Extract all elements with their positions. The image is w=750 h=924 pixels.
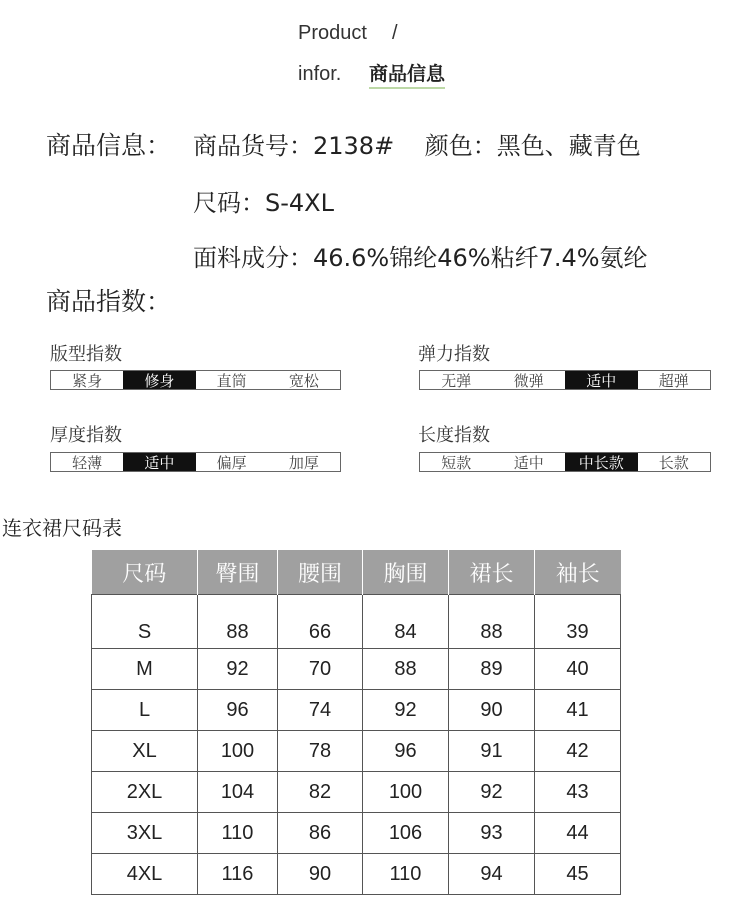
thickness-option: 轻薄 [72,453,103,472]
table-cell: 93 [449,813,535,854]
table-row [92,772,621,813]
table-cell: 4XL [92,854,198,895]
table-row [92,649,621,690]
table-cell: 110 [198,813,278,854]
table-cell: S [92,595,198,649]
length-option: 中长款 [565,453,638,471]
fit-index-bar [50,370,341,390]
table-cell: 106 [363,813,449,854]
thickness-index-title: 厚度指数 [50,425,122,446]
header-slash: / [392,22,398,44]
size-table-title: 连衣裙尺码表 [2,516,122,540]
table-row [92,731,621,772]
fit-option: 直筒 [216,371,247,390]
table-cell: 116 [198,854,278,895]
size-table [91,550,621,895]
table-cell: 92 [198,649,278,690]
fit-option: 宽松 [288,371,319,390]
table-cell: L [92,690,198,731]
fit-option: 修身 [123,371,195,389]
elasticity-option: 适中 [565,371,638,389]
header-chinese-title-text: 商品信息 [369,63,446,85]
table-cell: 91 [449,731,535,772]
table-cell: 94 [449,854,535,895]
table-cell: 39 [535,595,621,649]
table-cell: 96 [198,690,278,731]
table-row [92,813,621,854]
info-label: 商品信息： [46,131,172,160]
table-cell: 86 [278,813,363,854]
table-cell: 104 [198,772,278,813]
table-cell: 88 [198,595,278,649]
table-cell: 2XL [92,772,198,813]
table-cell: XL [92,731,198,772]
thickness-index-bar [50,452,341,472]
table-cell: 96 [363,731,449,772]
thickness-option: 加厚 [288,453,319,472]
length-index-bar [419,452,711,472]
length-option: 适中 [513,453,544,472]
table-cell: 44 [535,813,621,854]
table-row [92,854,621,895]
table-cell: 40 [535,649,621,690]
table-cell: 45 [535,854,621,895]
indices-title: 商品指数： [46,287,172,316]
thickness-option: 偏厚 [216,453,247,472]
header-english-line2: infor. [298,63,342,85]
table-cell: 41 [535,690,621,731]
table-row [92,690,621,731]
length-option: 长款 [658,453,689,472]
table-cell: 100 [198,731,278,772]
elasticity-option: 无弹 [441,371,472,390]
table-cell: 90 [278,854,363,895]
info-line-sku-color: 商品货号：2138# 颜色：黑色、藏青色 [193,132,641,160]
table-cell: 110 [363,854,449,895]
table-cell: 74 [278,690,363,731]
table-cell: 88 [449,595,535,649]
header-cell-waist: 腰围 [278,550,363,595]
fit-option: 紧身 [72,371,103,390]
header-english-line1: Product [298,22,367,44]
table-cell: 89 [449,649,535,690]
length-option: 短款 [441,453,472,472]
table-cell: 84 [363,595,449,649]
header-cell-dress-length: 裙长 [449,550,535,595]
table-cell: 66 [278,595,363,649]
info-line-size: 尺码：S-4XL [193,189,334,217]
header-cell-bust: 胸围 [363,550,449,595]
length-index-title: 长度指数 [418,425,490,446]
table-cell: 78 [278,731,363,772]
table-cell: 90 [449,690,535,731]
table-cell: 82 [278,772,363,813]
table-cell: 42 [535,731,621,772]
table-cell: 3XL [92,813,198,854]
header-cell-size: 尺码 [92,550,198,595]
header-chinese-title [369,59,445,86]
table-cell: 70 [278,649,363,690]
table-cell: 100 [363,772,449,813]
thickness-option: 适中 [123,453,195,471]
header-cell-hip: 臀围 [198,550,278,595]
elasticity-index-bar [419,370,711,390]
elasticity-option: 超弹 [658,371,689,390]
fit-index-title: 版型指数 [50,344,122,365]
elasticity-index-title: 弹力指数 [418,344,490,365]
table-cell: 43 [535,772,621,813]
header-title-underline [369,87,445,89]
table-cell: 92 [363,690,449,731]
table-cell: 88 [363,649,449,690]
size-table-header-row [92,550,621,595]
header-cell-sleeve-length: 袖长 [535,550,621,595]
table-cell: 92 [449,772,535,813]
table-row [92,595,621,649]
table-cell: M [92,649,198,690]
info-line-fabric: 面料成分：46.6%锦纶46%粘纤7.4%氨纶 [193,244,648,272]
elasticity-option: 微弹 [513,371,544,390]
